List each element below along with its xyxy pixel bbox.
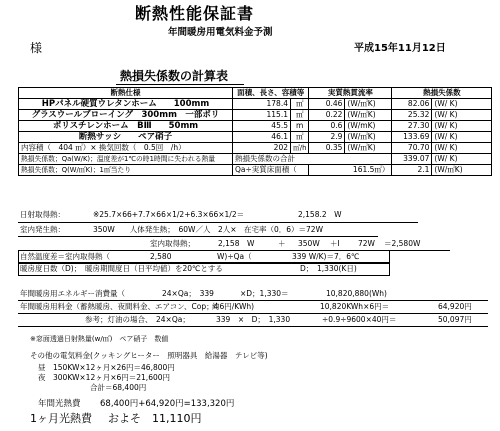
degree-days-label: 暖房度日数（D)； 暖房期間度日（日平均値）を20℃とする [20,264,223,273]
document-subtitle: 年間暖房用電気料金予測 [168,27,273,38]
area-cell: 115.1 [233,110,291,121]
monthly-cost-text: およそ 11,110円 [108,412,202,425]
kerosene-underline [18,326,488,327]
recipient-suffix: 様 [30,41,43,55]
annual-cost-label: 年間暖房用料金（蓄熱暖房、夜間料金、エアコン、Cop；4 [20,302,219,311]
loss-unit-cell: (W/ K) [432,132,492,143]
u-cell: 2.9 [309,132,345,143]
loss-unit-cell: (W/ K) [432,121,492,132]
q-floor: 161.5㎡） [309,165,392,176]
table-header-row [19,88,492,99]
q-val-unit: (W/㎡K) [432,165,492,176]
internal-heat-underline [18,236,378,237]
qa-total-row [19,154,492,165]
q-val: 2.1 [392,165,432,176]
vent-u-unit: (W/㎥K) [345,143,392,154]
solar-gain-underline [18,222,418,223]
annual-energy-label: 年間暖房用エネルギー消費量（ [20,289,125,298]
table-row [19,110,492,121]
u-cell: 0.22 [309,110,345,121]
vent-label: 内容積（ 404 ㎥）× 換気回数（ 0.5回 /h） [19,143,233,154]
other-electricity-day: 昼 150KW×12ヶ月×26円＝46,800円 [38,363,175,372]
issue-date: 平成15年11月12日 [354,43,446,54]
indoor-gain-v2: 350W [298,239,320,248]
indoor-gain-v3: 72W [358,239,375,248]
area-unit-cell: ㎡ [291,132,309,143]
kerosene-result: 50,097円 [438,315,472,324]
loss-unit-cell: (W/ K) [432,110,492,121]
annual-cost-underline [18,313,488,314]
degree-days-value: D； 1,330(K日) [300,264,357,273]
table-row [19,99,492,110]
annual-cost-rate: 約6円/KWh) [212,302,255,311]
annual-energy-mid2: ×D；1,330＝ [240,289,289,298]
spec-cell: ポリスチレンホーム BⅢ 50mm [19,121,233,132]
table-row [19,132,492,143]
vent-u: 0.35 [309,143,345,154]
header-area: 面積、長さ、容積等 [233,88,309,99]
qa-label: 熱損失係数；Qa(W/K)；温度差が1℃の時1時間に失われる熱量 [19,154,233,165]
yearly-cost-label: 年間光熱費 [38,399,81,409]
annual-cost-formula: 10,820KWh×6円＝ [320,302,390,311]
solar-gain-label: 日射取得熱： [20,210,65,219]
kerosene-label: 参考；灯油の場合、 [85,315,153,324]
solar-gain-result: 2,158.2 W [298,210,342,219]
calc-heading-underline [116,84,244,85]
annual-cost-result: 64,920円 [438,302,472,311]
internal-heat-text: 350W 人体発生熱； 60W／人 2人× 在宅率（0．6）＝72W [93,225,323,234]
header-u: 実質熱貫流率 [309,88,392,99]
spec-cell: 断熱サッシ ペア硝子 [19,132,233,143]
natural-temp-v2: 339 W/K)＝7．6℃ [292,252,360,261]
window-note: ※窓面透過日射熱量(w/㎡) ペア硝子 数値 [30,335,169,343]
indoor-gain-plus2: ＋I [330,239,340,248]
area-cell: 178.4 [233,99,291,110]
kerosene-mid: 24×Qa； [156,315,190,324]
table-row [19,121,492,132]
u-cell: 0.46 [309,99,345,110]
u-unit-cell: (W/㎡K) [345,110,392,121]
loss-cell: 82.06 [392,99,432,110]
vent-loss: 70.70 [392,143,432,154]
loss-cell: 27.30 [392,121,432,132]
annual-energy-underline [18,300,488,301]
spec-cell: HPパネル硬質ウレタンホーム 100mm [19,99,233,110]
header-loss: 熱損失係数 [392,88,492,99]
indoor-gain-plus1: ＋ [278,239,286,248]
indoor-gain-label: 室内取得熱； [150,239,195,248]
kerosene-mid2: 339 × D； 1,330 [216,315,291,324]
qa-loss-unit: (W/ K) [432,154,492,165]
q-eq: Qa÷実質床面積（ [233,165,309,176]
u-unit-cell: (W/㎡K) [345,99,392,110]
internal-heat-label: 室内発生熱： [20,225,65,234]
indoor-gain-v4: ＝2,580W [384,239,421,248]
loss-cell: 25.32 [392,110,432,121]
natural-temp-v1: 2,580 [150,252,172,261]
yearly-cost-text: 68,400円+64,920円=133,320円 [100,399,235,409]
u-unit-cell: (W/mK) [345,121,392,132]
document-title: 断熱性能保証書 [135,4,255,23]
loss-cell: 133.69 [392,132,432,143]
heat-loss-table [18,87,492,176]
qa-mid: 熱損失係数の合計 [233,154,392,165]
area-unit-cell: m [291,121,309,132]
other-electricity-total: 合計＝68,400円 [90,383,147,392]
natural-temp-mid: W)÷Qa（ [217,252,252,261]
kerosene-formula: ÷0.9÷9600×40円＝ [322,315,397,324]
area-cell: 46.1 [233,132,291,143]
area-unit-cell: ㎡ [291,110,309,121]
q-label: 熱損失係数；Q(W/㎡K)；1㎡当たり [19,165,233,176]
spec-cell: グラスウールブローイング 300mm 一部ポリ [19,110,233,121]
area-cell: 45.5 [233,121,291,132]
vent-loss-unit: (W/ K) [432,143,492,154]
annual-energy-result: 10,820,880(Wh) [326,289,387,298]
calc-heading: 熱損失係数の計算表 [120,69,229,83]
vent-area-unit: ㎥/h [291,143,309,154]
indoor-gain-v1: 2,158 W [218,239,255,248]
ventilation-row [19,143,492,154]
natural-temp-label: 自然温度差＝室内取得熱（ [20,252,110,261]
monthly-cost-label: 1ヶ月光熱費 [30,412,92,425]
area-unit-cell: ㎡ [291,99,309,110]
u-unit-cell: (W/㎡K) [345,132,392,143]
u-cell: 0.6 [309,121,345,132]
other-electricity-night: 夜 300KW×12ヶ月×6円＝21,600円 [38,373,171,382]
solar-gain-formula: ※25.7×66+7.7×66×1/2+6.3×66×1/2＝ [93,210,245,219]
qa-loss: 339.07 [392,154,432,165]
annual-energy-mid: 24×Qa； 339 [162,289,214,298]
q-per-area-row [19,165,492,176]
other-electricity-title: その他の電気料金(クッキングヒーター 照明器具 給湯器 テレビ等) [30,351,268,360]
header-spec: 断熱仕様 [19,88,233,99]
vent-area: 202 [233,143,291,154]
loss-unit-cell: (W/ K) [432,99,492,110]
